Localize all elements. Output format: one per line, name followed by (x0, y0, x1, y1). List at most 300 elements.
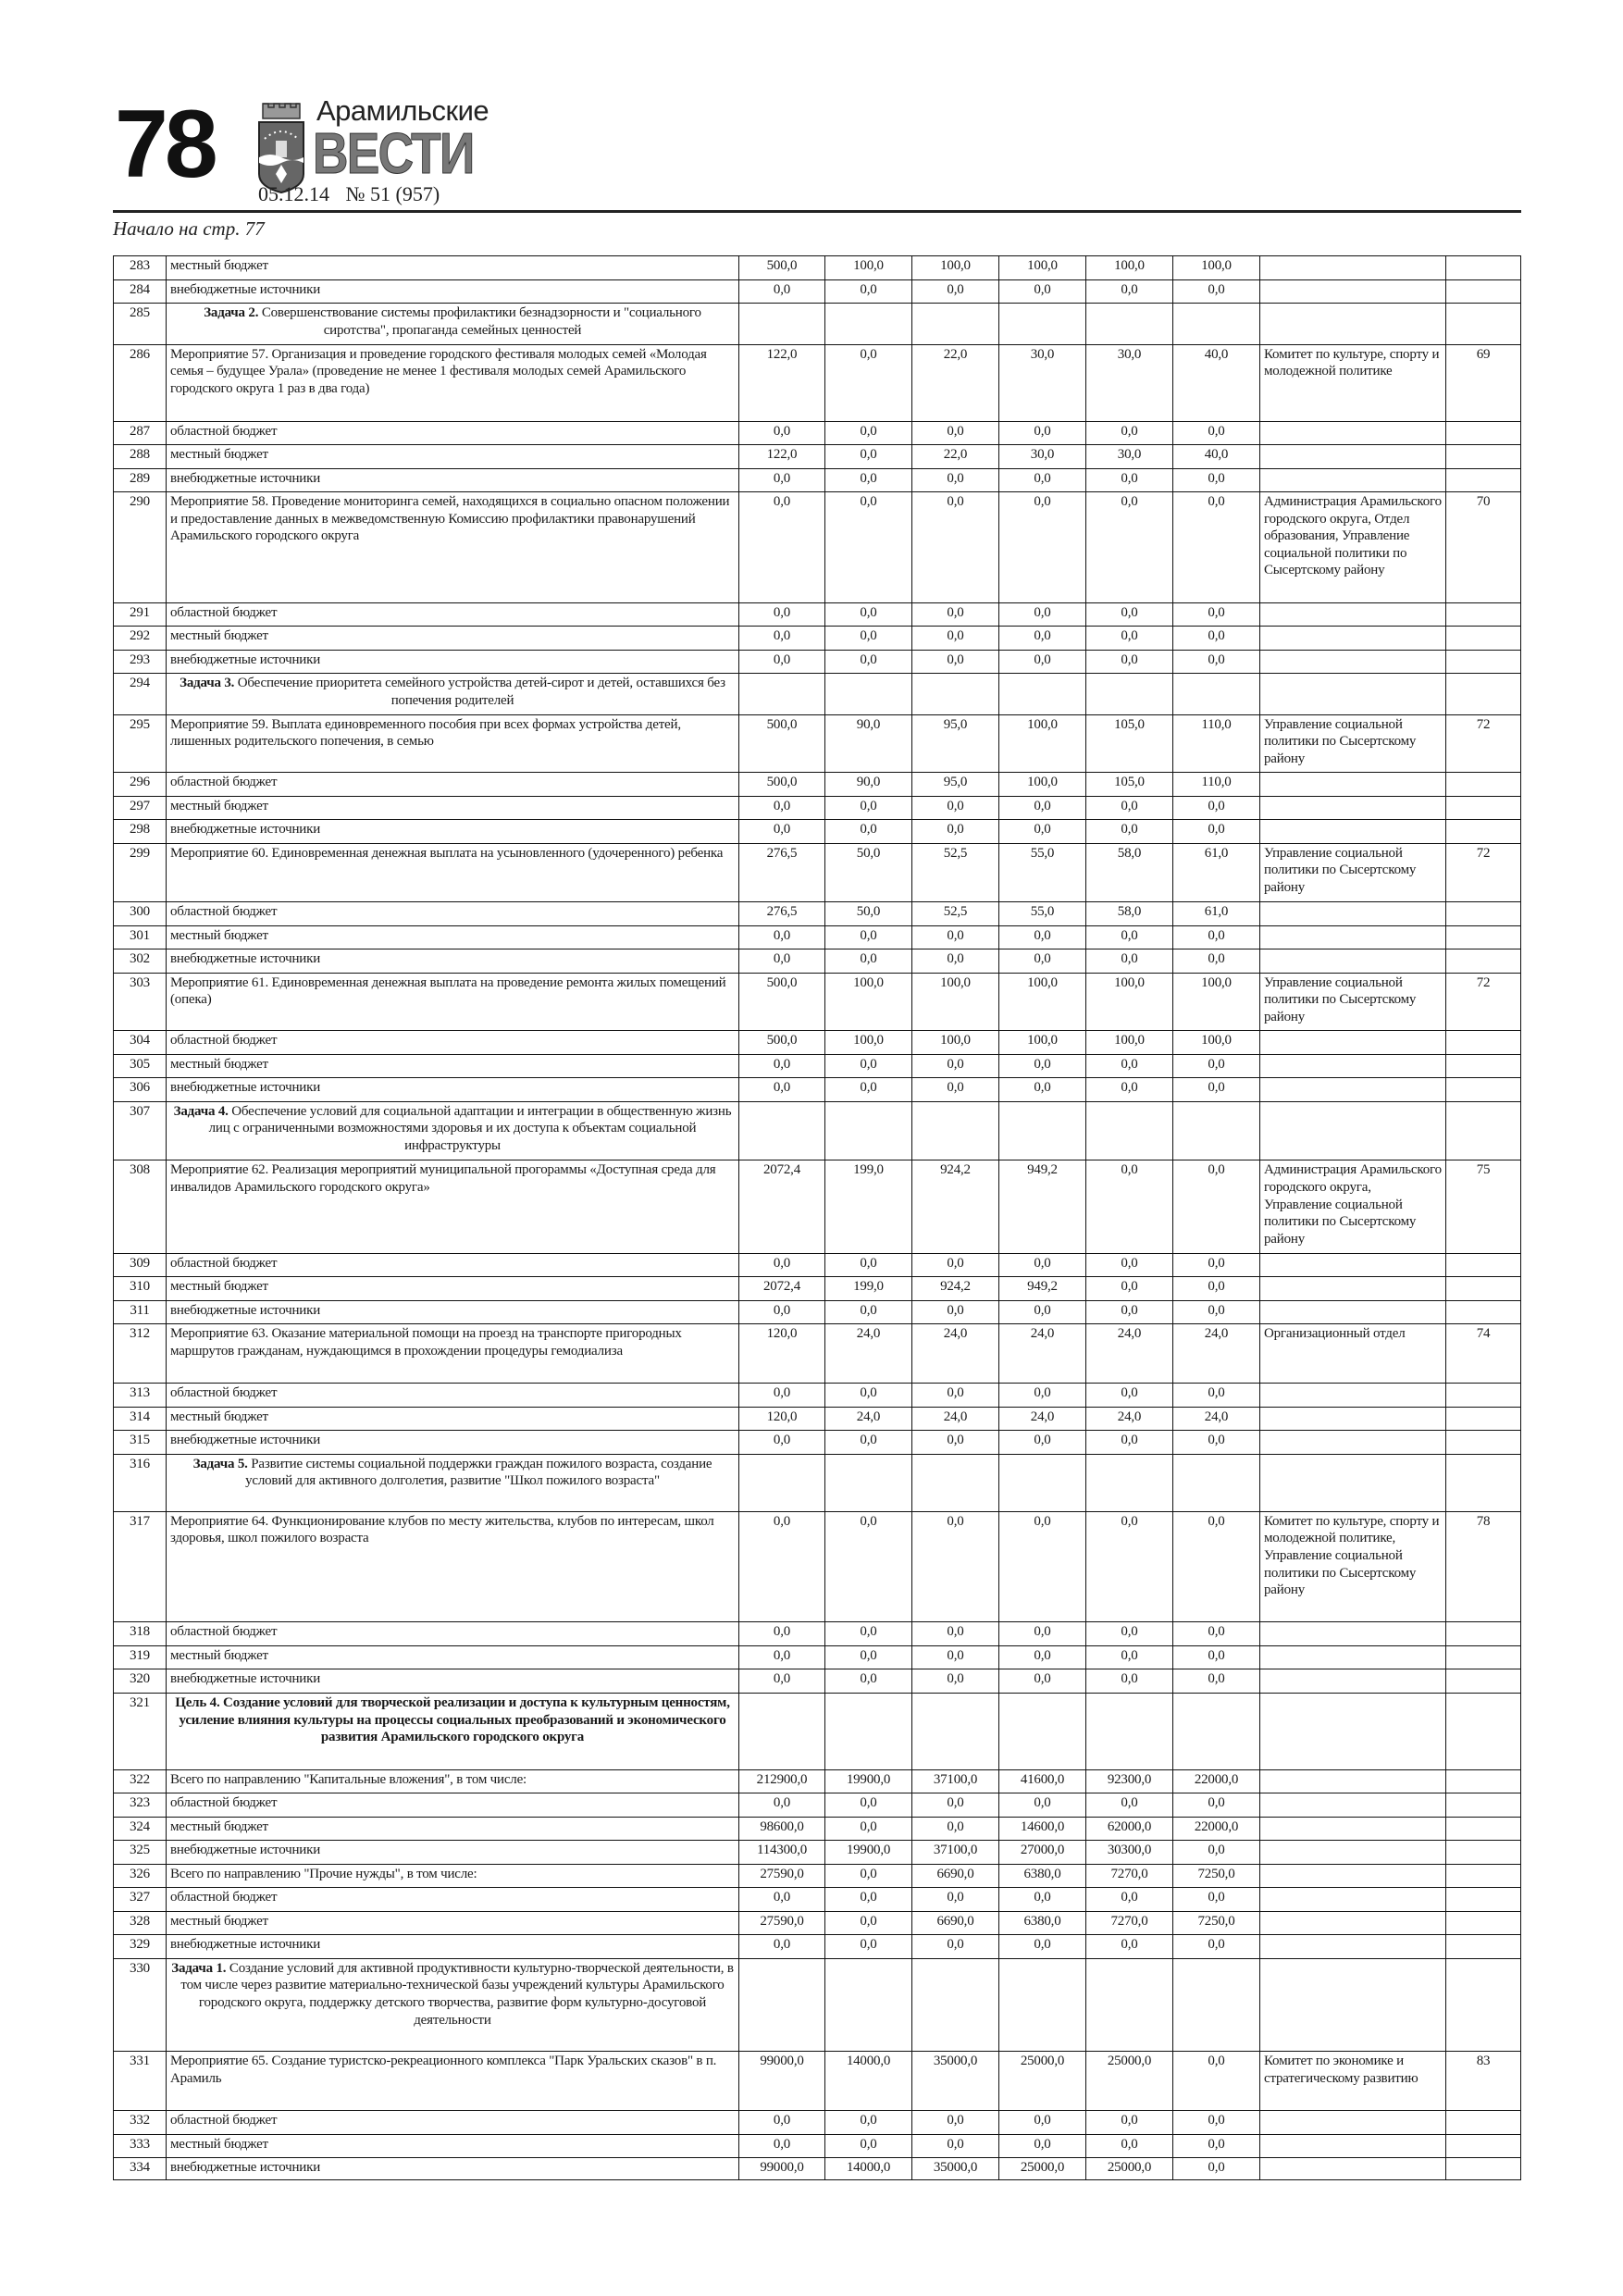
amount-cell: 110,0 (1173, 714, 1260, 772)
amount-cell: 0,0 (825, 820, 912, 844)
amount-cell: 0,0 (912, 1384, 999, 1408)
responsible-party (1260, 902, 1446, 926)
funding-source: областной бюджет (167, 1622, 739, 1646)
amount-cell: 500,0 (739, 256, 825, 280)
indicator-ref: 83 (1446, 2052, 1521, 2111)
amount-cell: 0,0 (1086, 279, 1173, 304)
amount-cell: 0,0 (739, 650, 825, 674)
amount-cell: 0,0 (912, 1669, 999, 1694)
row-number: 301 (114, 925, 167, 949)
row-number: 315 (114, 1431, 167, 1455)
amount-cell: 0,0 (999, 1300, 1086, 1324)
task-text: Создание условий для активной продуктивности культурно-творческой деятельности, в том числе через развитие материально-технической базы учреждений культуры Арамильского городского округа, поддержку детского творчества, развитие форм культурно-досуговой деятельности (180, 1960, 734, 2028)
indicator-ref (1446, 1645, 1521, 1669)
amount-cell: 500,0 (739, 773, 825, 797)
amount-cell: 55,0 (999, 843, 1086, 902)
responsible-party (1260, 1693, 1446, 1769)
amount-cell: 0,0 (912, 1645, 999, 1669)
funding-source: местный бюджет (167, 1817, 739, 1841)
funding-source: областной бюджет (167, 1031, 739, 1055)
row-number: 322 (114, 1769, 167, 1793)
continued-from-note: Начало на стр. 77 (113, 217, 265, 240)
row-number: 311 (114, 1300, 167, 1324)
row-number: 302 (114, 949, 167, 974)
amount-cell (1086, 304, 1173, 345)
measure-description: Мероприятие 58. Проведение мониторинга семей, находящихся в социально опасном положении и предоставление данных в межведомственную Комиссию профилактики правонарушений Арамильского городского округа (167, 492, 739, 603)
amount-cell: 0,0 (825, 650, 912, 674)
responsible-party (1260, 1645, 1446, 1669)
amount-cell: 100,0 (999, 714, 1086, 772)
row-number: 299 (114, 843, 167, 902)
amount-cell: 0,0 (999, 1888, 1086, 1912)
funding-source: Всего по направлению "Прочие нужды", в том числе: (167, 1864, 739, 1888)
amount-cell: 0,0 (825, 1054, 912, 1078)
funding-source: внебюджетные источники (167, 650, 739, 674)
indicator-ref (1446, 1693, 1521, 1769)
table-row-task (114, 304, 1521, 345)
amount-cell: 0,0 (739, 1935, 825, 1959)
table-row-sub (114, 2158, 1521, 2180)
table-row-mer (114, 843, 1521, 902)
row-number: 297 (114, 796, 167, 820)
amount-cell: 0,0 (739, 1793, 825, 1818)
amount-cell: 0,0 (1173, 650, 1260, 674)
amount-cell: 0,0 (1173, 1054, 1260, 1078)
responsible-party (1260, 2111, 1446, 2135)
row-number: 318 (114, 1622, 167, 1646)
row-number: 328 (114, 1911, 167, 1935)
table-row-sub (114, 1841, 1521, 1865)
indicator-ref (1446, 304, 1521, 345)
amount-cell: 7270,0 (1086, 1864, 1173, 1888)
amount-cell: 0,0 (1086, 421, 1173, 445)
row-number: 309 (114, 1253, 167, 1277)
indicator-ref (1446, 925, 1521, 949)
table-row-sub (114, 1384, 1521, 1408)
table-row-mer (114, 714, 1521, 772)
amount-cell: 0,0 (1086, 1645, 1173, 1669)
table-row-sub (114, 650, 1521, 674)
amount-cell: 7250,0 (1173, 1911, 1260, 1935)
amount-cell: 0,0 (912, 1622, 999, 1646)
amount-cell: 0,0 (912, 1793, 999, 1818)
amount-cell: 24,0 (999, 1407, 1086, 1431)
indicator-ref (1446, 1911, 1521, 1935)
amount-cell: 0,0 (1173, 627, 1260, 651)
amount-cell: 0,0 (1173, 796, 1260, 820)
amount-cell: 61,0 (1173, 902, 1260, 926)
indicator-ref (1446, 796, 1521, 820)
table-row-sub (114, 796, 1521, 820)
amount-cell: 0,0 (1173, 1793, 1260, 1818)
measure-description: Мероприятие 61. Единовременная денежная выплата на проведение ремонта жилых помещений (опека) (167, 973, 739, 1030)
amount-cell (912, 1101, 999, 1160)
row-number: 304 (114, 1031, 167, 1055)
amount-cell: 100,0 (999, 973, 1086, 1030)
amount-cell: 0,0 (1173, 1511, 1260, 1622)
amount-cell (912, 674, 999, 715)
table-row-sub (114, 602, 1521, 627)
responsible-party (1260, 627, 1446, 651)
table-row-sub (114, 1888, 1521, 1912)
amount-cell: 100,0 (912, 1031, 999, 1055)
amount-cell (999, 1693, 1086, 1769)
table-row-sub (114, 949, 1521, 974)
amount-cell (999, 674, 1086, 715)
amount-cell: 30,0 (999, 344, 1086, 421)
row-number: 283 (114, 256, 167, 280)
table-row-sub (114, 627, 1521, 651)
measure-description: Мероприятие 60. Единовременная денежная выплата на усыновленного (удочеренного) ребенка (167, 843, 739, 902)
amount-cell: 6690,0 (912, 1911, 999, 1935)
amount-cell: 0,0 (739, 796, 825, 820)
amount-cell: 120,0 (739, 1407, 825, 1431)
funding-source: внебюджетные источники (167, 1300, 739, 1324)
amount-cell: 949,2 (999, 1277, 1086, 1301)
indicator-ref (1446, 1407, 1521, 1431)
amount-cell: 0,0 (1086, 1160, 1173, 1254)
amount-cell: 27000,0 (999, 1841, 1086, 1865)
amount-cell: 40,0 (1173, 344, 1260, 421)
amount-cell: 0,0 (999, 2111, 1086, 2135)
responsible-party (1260, 1769, 1446, 1793)
amount-cell (1086, 1101, 1173, 1160)
amount-cell: 0,0 (912, 1817, 999, 1841)
indicator-ref (1446, 949, 1521, 974)
amount-cell: 0,0 (912, 1054, 999, 1078)
amount-cell: 0,0 (1173, 1645, 1260, 1669)
amount-cell: 0,0 (1086, 1431, 1173, 1455)
task-text: Обеспечение условий для социальной адаптации и интеграции в общественную жизнь лиц с ограниченными возможностями здоровья и их доступа к объектам социальной инфраструктуры (208, 1103, 732, 1153)
amount-cell: 0,0 (999, 2134, 1086, 2158)
indicator-ref: 72 (1446, 973, 1521, 1030)
funding-source: местный бюджет (167, 1407, 739, 1431)
amount-cell: 100,0 (999, 256, 1086, 280)
amount-cell: 0,0 (912, 1888, 999, 1912)
table-row-task (114, 1101, 1521, 1160)
amount-cell: 110,0 (1173, 773, 1260, 797)
table-row-sub (114, 1031, 1521, 1055)
amount-cell: 6380,0 (999, 1911, 1086, 1935)
task-heading (167, 304, 739, 345)
amount-cell (1086, 674, 1173, 715)
funding-source: местный бюджет (167, 627, 739, 651)
amount-cell: 0,0 (1173, 1669, 1260, 1694)
indicator-ref (1446, 1384, 1521, 1408)
amount-cell: 0,0 (1173, 468, 1260, 492)
responsible-party: Комитет по культуре, спорту и молодежной политике (1260, 344, 1446, 421)
amount-cell: 22000,0 (1173, 1817, 1260, 1841)
row-number: 329 (114, 1935, 167, 1959)
responsible-party (1260, 1958, 1446, 2052)
amount-cell: 100,0 (825, 973, 912, 1030)
responsible-party (1260, 468, 1446, 492)
indicator-ref (1446, 1078, 1521, 1102)
measure-description: Мероприятие 63. Оказание материальной помощи на проезд на транспорте пригородных маршрутов гражданам, нуждающимся в прохождении процедуры гемодиализа (167, 1324, 739, 1384)
amount-cell: 0,0 (999, 820, 1086, 844)
row-number: 291 (114, 602, 167, 627)
indicator-ref (1446, 773, 1521, 797)
amount-cell: 0,0 (999, 602, 1086, 627)
responsible-party (1260, 1911, 1446, 1935)
amount-cell: 0,0 (1086, 1935, 1173, 1959)
row-number: 308 (114, 1160, 167, 1254)
amount-cell: 276,5 (739, 902, 825, 926)
funding-source: внебюджетные источники (167, 279, 739, 304)
amount-cell: 0,0 (1086, 1622, 1173, 1646)
table-row-mer (114, 2052, 1521, 2111)
amount-cell: 0,0 (999, 627, 1086, 651)
amount-cell: 0,0 (1086, 492, 1173, 603)
row-number: 307 (114, 1101, 167, 1160)
amount-cell (739, 1454, 825, 1511)
task-text: Развитие системы социальной поддержки граждан пожилого возраста, создание условий для активного долголетия, развитие "Школ пожилого возраста" (245, 1456, 712, 1489)
responsible-party (1260, 279, 1446, 304)
amount-cell: 0,0 (1086, 627, 1173, 651)
indicator-ref (1446, 279, 1521, 304)
responsible-party (1260, 1300, 1446, 1324)
table-row-sub (114, 1431, 1521, 1455)
amount-cell: 0,0 (825, 602, 912, 627)
table-row-sub (114, 256, 1521, 280)
amount-cell: 14000,0 (825, 2158, 912, 2180)
funding-source: областной бюджет (167, 1253, 739, 1277)
amount-cell: 14600,0 (999, 1817, 1086, 1841)
amount-cell: 0,0 (912, 279, 999, 304)
amount-cell: 924,2 (912, 1277, 999, 1301)
amount-cell: 98600,0 (739, 1817, 825, 1841)
table-row-task (114, 674, 1521, 715)
brand-name-top: Арамильские (316, 94, 489, 127)
indicator-ref (1446, 1841, 1521, 1865)
amount-cell: 105,0 (1086, 773, 1173, 797)
amount-cell: 0,0 (739, 1622, 825, 1646)
row-number: 314 (114, 1407, 167, 1431)
amount-cell: 0,0 (825, 796, 912, 820)
funding-source: местный бюджет (167, 1911, 739, 1935)
amount-cell: 0,0 (1173, 1160, 1260, 1254)
amount-cell: 0,0 (739, 1078, 825, 1102)
indicator-ref (1446, 1864, 1521, 1888)
amount-cell: 0,0 (825, 627, 912, 651)
task-heading (167, 674, 739, 715)
responsible-party (1260, 674, 1446, 715)
amount-cell: 62000,0 (1086, 1817, 1173, 1841)
amount-cell: 24,0 (825, 1407, 912, 1431)
indicator-ref (1446, 627, 1521, 651)
table-row-sub (114, 902, 1521, 926)
amount-cell: 100,0 (912, 256, 999, 280)
row-number: 300 (114, 902, 167, 926)
responsible-party (1260, 1431, 1446, 1455)
row-number: 305 (114, 1054, 167, 1078)
responsible-party (1260, 2134, 1446, 2158)
funding-source: внебюджетные источники (167, 1078, 739, 1102)
funding-source: внебюджетные источники (167, 1669, 739, 1694)
row-number: 284 (114, 279, 167, 304)
task-heading (167, 1101, 739, 1160)
amount-cell: 0,0 (739, 602, 825, 627)
row-number: 289 (114, 468, 167, 492)
amount-cell: 52,5 (912, 843, 999, 902)
table-row-sub (114, 1277, 1521, 1301)
amount-cell: 949,2 (999, 1160, 1086, 1254)
amount-cell: 0,0 (1086, 1253, 1173, 1277)
table-row-sub (114, 1864, 1521, 1888)
amount-cell: 0,0 (1086, 925, 1173, 949)
amount-cell: 40,0 (1173, 445, 1260, 469)
amount-cell: 0,0 (912, 468, 999, 492)
amount-cell: 55,0 (999, 902, 1086, 926)
table-row-sub (114, 1935, 1521, 1959)
table-row-sub (114, 468, 1521, 492)
amount-cell (1086, 1958, 1173, 2052)
amount-cell: 24,0 (1086, 1324, 1173, 1384)
amount-cell: 0,0 (999, 1253, 1086, 1277)
amount-cell: 0,0 (1173, 279, 1260, 304)
amount-cell: 58,0 (1086, 902, 1173, 926)
indicator-ref (1446, 445, 1521, 469)
amount-cell: 0,0 (1173, 1431, 1260, 1455)
task-heading (167, 1958, 739, 2052)
responsible-party (1260, 1407, 1446, 1431)
funding-source: местный бюджет (167, 796, 739, 820)
indicator-ref (1446, 1101, 1521, 1160)
amount-cell: 0,0 (912, 1511, 999, 1622)
responsible-party: Управление социальной политики по Сысертскому району (1260, 973, 1446, 1030)
amount-cell: 0,0 (1086, 650, 1173, 674)
table-row-task (114, 1958, 1521, 2052)
task-label: Задача 3. (180, 676, 235, 691)
task-label: Задача 2. (204, 305, 259, 320)
amount-cell: 0,0 (739, 1253, 825, 1277)
amount-cell: 25000,0 (999, 2052, 1086, 2111)
amount-cell: 90,0 (825, 714, 912, 772)
amount-cell (1086, 1693, 1173, 1769)
amount-cell: 100,0 (825, 1031, 912, 1055)
issue-date: 05.12.14 (258, 182, 329, 205)
amount-cell: 0,0 (1173, 2052, 1260, 2111)
amount-cell: 0,0 (912, 1253, 999, 1277)
row-number: 295 (114, 714, 167, 772)
row-number: 320 (114, 1669, 167, 1694)
responsible-party (1260, 1253, 1446, 1277)
row-number: 317 (114, 1511, 167, 1622)
amount-cell: 120,0 (739, 1324, 825, 1384)
responsible-party (1260, 2158, 1446, 2180)
row-number: 334 (114, 2158, 167, 2180)
measure-description: Мероприятие 57. Организация и проведение городского фестиваля молодых семей «Молодая семья – будущее Урала» (проведение не менее 1 фестиваля молодых семей Арамильского городского округа 1 раз в два года) (167, 344, 739, 421)
indicator-ref (1446, 1793, 1521, 1818)
amount-cell: 30,0 (1086, 445, 1173, 469)
responsible-party (1260, 820, 1446, 844)
funding-source: Всего по направлению "Капитальные вложения", в том числе: (167, 1769, 739, 1793)
responsible-party (1260, 1277, 1446, 1301)
responsible-party (1260, 1101, 1446, 1160)
indicator-ref (1446, 1669, 1521, 1694)
amount-cell: 0,0 (999, 650, 1086, 674)
funding-source: областной бюджет (167, 421, 739, 445)
row-number: 288 (114, 445, 167, 469)
indicator-ref (1446, 650, 1521, 674)
amount-cell (739, 674, 825, 715)
amount-cell: 0,0 (1173, 1300, 1260, 1324)
amount-cell: 0,0 (999, 1935, 1086, 1959)
funding-source: областной бюджет (167, 773, 739, 797)
indicator-ref (1446, 602, 1521, 627)
amount-cell: 0,0 (999, 421, 1086, 445)
table-row-mer (114, 973, 1521, 1030)
table-row-sub (114, 1253, 1521, 1277)
table-row-mer (114, 1511, 1521, 1622)
amount-cell (999, 1101, 1086, 1160)
amount-cell: 22,0 (912, 445, 999, 469)
amount-cell: 0,0 (825, 1911, 912, 1935)
funding-source: местный бюджет (167, 2134, 739, 2158)
responsible-party (1260, 925, 1446, 949)
task-heading (167, 1454, 739, 1511)
table-row-sub (114, 279, 1521, 304)
indicator-ref (1446, 1769, 1521, 1793)
amount-cell: 0,0 (1173, 2158, 1260, 2180)
indicator-ref (1446, 674, 1521, 715)
amount-cell: 0,0 (825, 1078, 912, 1102)
amount-cell: 0,0 (825, 344, 912, 421)
amount-cell: 276,5 (739, 843, 825, 902)
row-number: 326 (114, 1864, 167, 1888)
indicator-ref: 72 (1446, 843, 1521, 902)
responsible-party (1260, 602, 1446, 627)
amount-cell: 24,0 (825, 1324, 912, 1384)
amount-cell (739, 1958, 825, 2052)
responsible-party (1260, 1864, 1446, 1888)
row-number: 296 (114, 773, 167, 797)
table-row-sub (114, 2111, 1521, 2135)
indicator-ref (1446, 2134, 1521, 2158)
indicator-ref (1446, 1031, 1521, 1055)
table-row-sub (114, 820, 1521, 844)
amount-cell: 30,0 (1086, 344, 1173, 421)
responsible-party: Организационный отдел (1260, 1324, 1446, 1384)
amount-cell: 35000,0 (912, 2052, 999, 2111)
indicator-ref: 74 (1446, 1324, 1521, 1384)
table-row-sub (114, 925, 1521, 949)
table-row-sub (114, 1078, 1521, 1102)
responsible-party (1260, 256, 1446, 280)
amount-cell: 500,0 (739, 973, 825, 1030)
amount-cell (739, 1101, 825, 1160)
amount-cell: 0,0 (999, 1078, 1086, 1102)
amount-cell: 27590,0 (739, 1864, 825, 1888)
indicator-ref: 78 (1446, 1511, 1521, 1622)
measure-description: Мероприятие 64. Функционирование клубов по месту жительства, клубов по интересам, школ здоровья, школ пожилого возраста (167, 1511, 739, 1622)
responsible-party (1260, 650, 1446, 674)
header-divider (113, 210, 1521, 213)
row-number: 319 (114, 1645, 167, 1669)
amount-cell: 100,0 (1086, 973, 1173, 1030)
amount-cell: 0,0 (1086, 1384, 1173, 1408)
amount-cell: 0,0 (1173, 1384, 1260, 1408)
amount-cell: 0,0 (739, 1669, 825, 1694)
amount-cell: 24,0 (1086, 1407, 1173, 1431)
row-number: 324 (114, 1817, 167, 1841)
amount-cell: 0,0 (825, 1669, 912, 1694)
amount-cell: 0,0 (825, 1935, 912, 1959)
amount-cell: 0,0 (739, 1054, 825, 1078)
amount-cell: 0,0 (1086, 2111, 1173, 2135)
indicator-ref (1446, 902, 1521, 926)
amount-cell: 212900,0 (739, 1769, 825, 1793)
